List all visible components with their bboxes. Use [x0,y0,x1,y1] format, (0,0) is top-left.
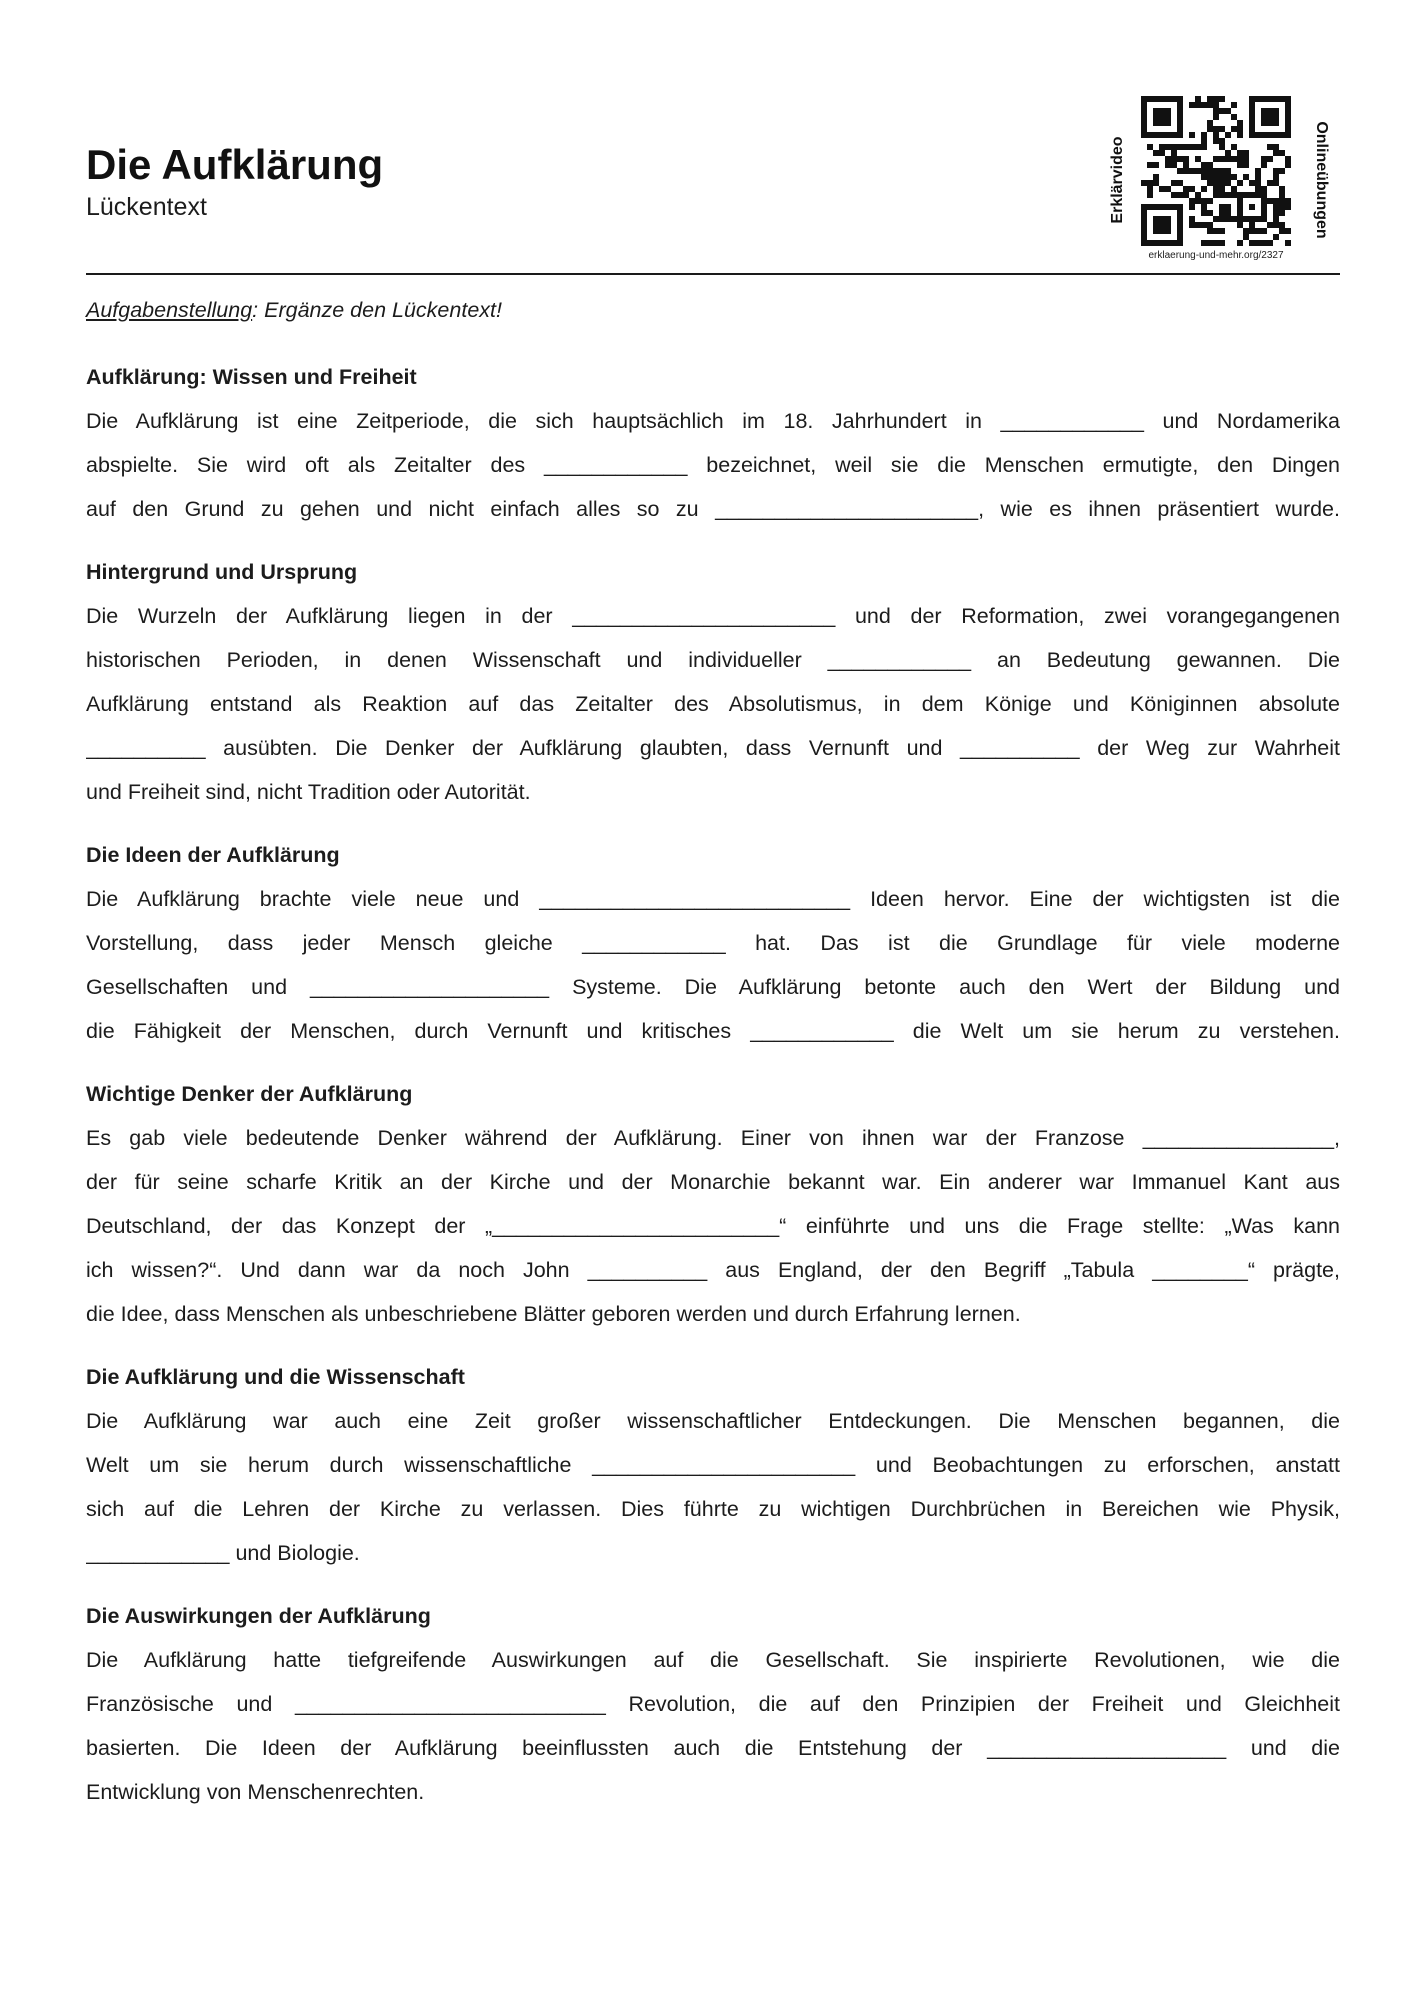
paragraph-line: Es gab viele bedeutende Denker während der Aufklärung. Einer von ihnen war der Franzose ________________, [86,1126,1340,1150]
paragraph-line: Die Aufklärung ist eine Zeitperiode, die sich hauptsächlich im 18. Jahrhundert in ____________ und Nordamerika [86,409,1340,433]
page-subtitle: Lückentext [86,193,207,221]
section-wissen-und-freiheit [86,355,1340,531]
qr-code-block [1100,88,1340,268]
paragraph-line: ____________ und Biologie. [86,1541,360,1565]
section-wissenschaft [86,1355,1340,1575]
task-label: Aufgabenstellung [86,298,253,322]
paragraph-line: Welt um sie herum durch wissenschaftliche ______________________ und Beobachtungen zu erforschen, anstatt [86,1453,1340,1477]
paragraph-line: historischen Perioden, in denen Wissenschaft und individueller ____________ an Bedeutung gewannen. Die [86,648,1340,672]
paragraph-line: Die Aufklärung hatte tiefgreifende Auswirkungen auf die Gesellschaft. Sie inspirierte Revolutionen, wie die [86,1648,1340,1672]
section-heading: Aufklärung: Wissen und Freiheit [86,365,417,389]
paragraph-line: abspielte. Sie wird oft als Zeitalter des ____________ bezeichnet, weil sie die Menschen ermutigte, den Dingen [86,453,1340,477]
paragraph-line: auf den Grund zu gehen und nicht einfach alles so zu ______________________, wie es ihnen präsentiert wurde. [86,497,1340,521]
section-hintergrund-und-ursprung [86,550,1340,814]
paragraph-line: Entwicklung von Menschenrechten. [86,1780,425,1804]
paragraph-line: die Fähigkeit der Menschen, durch Vernunft und kritisches ____________ die Welt um sie herum zu verstehen. [86,1019,1340,1043]
section-heading: Die Aufklärung und die Wissenschaft [86,1365,465,1389]
paragraph-line: Gesellschaften und ____________________ Systeme. Die Aufklärung betonte auch den Wert der Bildung und [86,975,1340,999]
qr-code [1141,96,1291,246]
paragraph-line: der für seine scharfe Kritik an der Kirche und der Monarchie bekannt war. Ein anderer war Immanuel Kant aus [86,1170,1340,1194]
paragraph-line: Die Aufklärung war auch eine Zeit großer wissenschaftlicher Entdeckungen. Die Menschen begannen, die [86,1409,1340,1433]
qr-url-text: erklaerung-und-mehr.org/2327 [1148,250,1284,261]
paragraph-line: Französische und __________________________ Revolution, die auf den Prinzipien der Freiheit und Gleichheit [86,1692,1340,1716]
paragraph-line: Die Aufklärung brachte viele neue und __________________________ Ideen hervor. Eine der wichtigsten ist die [86,887,1340,911]
paragraph-line: und Freiheit sind, nicht Tradition oder Autorität. [86,780,531,804]
section-auswirkungen [86,1594,1340,1814]
section-heading: Hintergrund und Ursprung [86,560,358,584]
header-divider [86,273,1340,275]
paragraph-line: Vorstellung, dass jeder Mensch gleiche ____________ hat. Das ist die Grundlage für viele moderne [86,931,1340,955]
task-text: : Ergänze den Lückentext! [252,298,502,322]
paragraph-line: __________ ausübten. Die Denker der Aufklärung glaubten, dass Vernunft und __________ der Weg zur Wahrheit [86,736,1340,760]
paragraph-line: die Idee, dass Menschen als unbeschriebene Blätter geboren werden und durch Erfahrung lernen. [86,1302,1021,1326]
paragraph-line: sich auf die Lehren der Kirche zu verlassen. Dies führte zu wichtigen Durchbrüchen in Bereichen wie Physik, [86,1497,1340,1521]
section-heading: Wichtige Denker der Aufklärung [86,1082,413,1106]
page-title: Die Aufklärung [86,141,384,188]
section-denker [86,1072,1340,1336]
worksheet-content [86,288,1340,1814]
section-heading: Die Ideen der Aufklärung [86,843,340,867]
qr-label-explainer-video: Erklärvideo [1109,136,1126,224]
paragraph-line: Deutschland, der das Konzept der „________________________“ einführte und uns die Frage stellte: „Was kann [86,1214,1340,1238]
section-ideen [86,833,1340,1053]
section-heading: Die Auswirkungen der Aufklärung [86,1604,431,1628]
paragraph-line: Aufklärung entstand als Reaktion auf das Zeitalter des Absolutismus, in dem Könige und Königinnen absolute [86,692,1340,716]
task-instruction [86,288,1340,332]
paragraph-line: basierten. Die Ideen der Aufklärung beeinflussten auch die Entstehung der ____________________ und die [86,1736,1340,1760]
paragraph-line: ich wissen?“. Und dann war da noch John __________ aus England, der den Begriff „Tabula ________“ prägte, [86,1258,1340,1282]
qr-label-online-exercises: Onlineübungen [1313,121,1330,239]
paragraph-line: Die Wurzeln der Aufklärung liegen in der ______________________ und der Reformation, zwei vorangegangenen [86,604,1340,628]
